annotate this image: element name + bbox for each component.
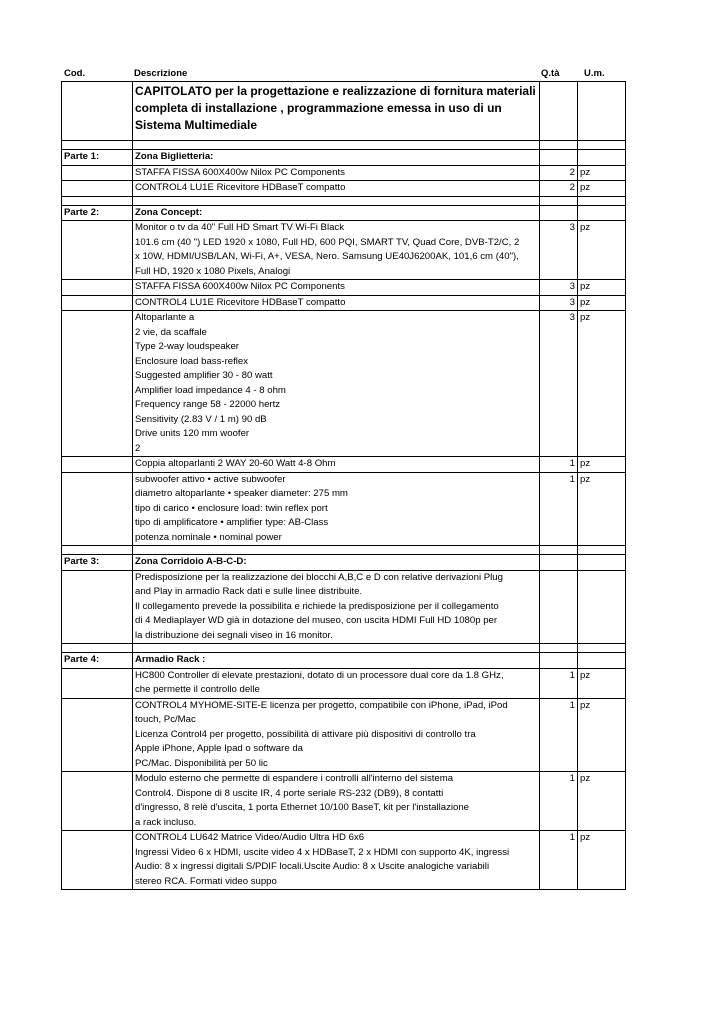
item-quantity: 1 [540,457,578,473]
column-header-row [0,68,724,82]
item-description-line: Coppia altoparlanti 2 WAY 20-60 Watt 4-8 Ohm [135,458,336,469]
item-description-line: d'ingresso, 8 relè d'uscita, 1 porta Ethernet 10/100 BaseT, kit per l'installazione [135,802,470,813]
item-description-line: Predisposizione per la realizzazione dei blocchi A,B,C e D con relative derivazioni Plug [135,571,503,583]
item-unit: pz [578,772,626,831]
item-description-line: 2 vie, da scaffale [135,326,207,338]
item-row [62,698,626,772]
section-header-row [62,205,626,221]
item-description-line: Ingressi Video 6 x HDMI, uscite video 4 x HDBaseT, 2 x HDMI con supporto 4K, ingressi [135,846,510,858]
item-quantity: 1 [540,668,578,698]
section-code: Parte 3: [62,555,133,571]
item-description-line: STAFFA FISSA 600X400w Nilox PC Components [135,166,345,178]
item-unit: pz [578,311,626,457]
item-unit: pz [578,280,626,296]
item-description [133,311,540,457]
item-description-line: PC/Mac. Disponibilità per 50 lic [135,757,268,769]
item-quantity: 1 [540,472,578,546]
item-quantity: 3 [540,221,578,280]
item-row [62,668,626,698]
item-row [62,772,626,831]
item-description-line: diametro altoparlante • speaker diameter: 275 mm [135,488,348,499]
item-description [133,295,540,311]
item-row [62,165,626,181]
item-unit: pz [578,668,626,698]
blank-row [62,196,626,205]
item-unit [578,570,626,644]
item-description [133,181,540,197]
section-zone: Armadio Rack : [133,653,540,669]
item-description-line: and Play in armadio Rack dati e sulle linee distribuite. [135,586,363,597]
item-quantity [540,570,578,644]
section-header-row [62,555,626,571]
item-description-line: Monitor o tv da 40" Full HD Smart TV Wi-Fi Black [135,222,345,233]
item-description-line: STAFFA FISSA 600X400w Nilox PC Components [135,281,345,292]
item-description-line: x 10W, HDMI/USB/LAN, Wi-Fi, A+, VESA, Nero. Samsung UE40J6200AK, 101,6 cm (40"), [135,251,519,262]
item-unit: pz [578,295,626,311]
section-code: Parte 4: [62,653,133,669]
item-quantity: 3 [540,311,578,457]
item-row [62,280,626,296]
section-zone: Zona Biglietteria: [133,150,540,166]
header-um: U.m. [584,68,605,79]
item-quantity: 1 [540,772,578,831]
item-unit: pz [578,165,626,181]
item-quantity: 3 [540,295,578,311]
item-description-line: la distribuzione dei segnali viseo in 16 monitor. [135,629,333,641]
item-description-line: Amplifier load impedance 4 - 8 ohm [135,384,286,396]
specification-table [61,81,626,890]
item-description-line: tipo di amplificatore • amplifier type: AB-Class [135,517,329,528]
item-description-line: di 4 Mediaplayer WD già in dotazione del museo, con uscita HDMI Full HD 1080p per [135,615,498,626]
item-description-line: subwoofer attivo • active subwoofer [135,473,286,485]
item-description-line: tipo di carico • enclosure load: twin reflex port [135,502,328,514]
item-description-line: a rack incluso. [135,816,197,828]
header-qta: Q.tà [541,68,560,79]
section-zone: Zona Corridoio A-B-C-D: [133,555,540,571]
item-description-line: HC800 Controller di elevate prestazioni, dotato di un processore dual core da 1.8 GHz, [135,669,504,681]
item-description-line: potenza nominale • nominal power [135,531,282,543]
title-row [62,82,626,141]
item-unit: pz [578,457,626,473]
item-quantity: 1 [540,831,578,890]
item-description [133,772,540,831]
item-description-line: CONTROL4 LU1E Ricevitore HDBaseT compatto [135,296,346,308]
section-header-row [62,653,626,669]
section-zone: Zona Concept: [133,205,540,221]
item-quantity: 1 [540,698,578,772]
item-row [62,457,626,473]
item-description-line: che permette il controllo delle [135,684,260,695]
header-cod: Cod. [64,68,86,79]
item-row [62,221,626,280]
item-description-line: CONTROL4 MYHOME-SITE-E licenza per progetto, compatibile con iPhone, iPad, iPod [135,699,508,711]
item-description-line: Il collegamento prevede la possibilita e richiede la predisposizione per il collegamento [135,600,499,612]
item-description-line: CONTROL4 LU642 Matrice Video/Audio Ultra HD 6x6 [135,832,365,843]
item-quantity: 3 [540,280,578,296]
item-description [133,457,540,473]
item-description-line: Audio: 8 x ingressi digitali S/PDIF locali.Uscite Audio: 8 x Uscite analogiche variabili [135,861,490,872]
item-row [62,181,626,197]
item-description [133,280,540,296]
item-description-line: Licenza Control4 per progetto, possibilità di attivare più dispositivi di controllo tra [135,728,476,740]
item-description-line: Modulo esterno che permette di espandere i controlli all'interno del sistema [135,773,454,784]
item-description-line: Sensitivity (2.83 V / 1 m) 90 dB [135,413,267,425]
section-code: Parte 2: [62,205,133,221]
item-unit: pz [578,181,626,197]
item-description-line: Frequency range 58 - 22000 hertz [135,399,281,410]
item-description-line: Control4. Dispone di 8 uscite IR, 4 porte seriale RS-232 (DB9), 8 contatti [135,787,444,799]
item-description [133,472,540,546]
item-row [62,831,626,890]
item-unit: pz [578,221,626,280]
item-description-line: Full HD, 1920 x 1080 Pixels, Analogi [135,265,291,277]
item-row [62,570,626,644]
item-description-line: Altoparlante a [135,312,195,323]
item-unit: pz [578,698,626,772]
item-unit: pz [578,831,626,890]
item-description-line: CONTROL4 LU1E Ricevitore HDBaseT compatto [135,182,346,193]
item-unit: pz [578,472,626,546]
item-description [133,570,540,644]
item-description-line: Type 2-way loudspeaker [135,341,239,352]
item-row [62,472,626,546]
item-description [133,698,540,772]
header-descrizione: Descrizione [134,68,188,79]
item-quantity: 2 [540,181,578,197]
blank-row [62,141,626,150]
item-description-line: 2 [135,442,141,454]
section-code: Parte 1: [62,150,133,166]
item-description-line: touch, Pc/Mac [135,714,196,725]
item-row [62,311,626,457]
item-quantity: 2 [540,165,578,181]
item-description-line: Enclosure load bass-reflex [135,355,249,367]
item-description-line: Suggested amplifier 30 - 80 watt [135,370,273,381]
item-description-line: stereo RCA. Formati video suppo [135,875,277,887]
document-title: CAPITOLATO per la progettazione e realizzazione di fornitura materiali completa di installazione , programmazione emessa in uso di un Sistema Multimediale [133,82,540,141]
item-description-line: Apple iPhone, Apple Ipad o software da [135,743,304,754]
item-description [133,831,540,890]
item-description [133,668,540,698]
blank-row [62,546,626,555]
item-description-line: Drive units 120 mm woofer [135,428,250,439]
item-row [62,295,626,311]
blank-row [62,644,626,653]
item-description [133,165,540,181]
section-header-row [62,150,626,166]
item-description-line: 101.6 cm (40 ") LED 1920 x 1080, Full HD, 600 PQI, SMART TV, Quad Core, DVB-T2/C, 2 [135,236,520,248]
item-description [133,221,540,280]
